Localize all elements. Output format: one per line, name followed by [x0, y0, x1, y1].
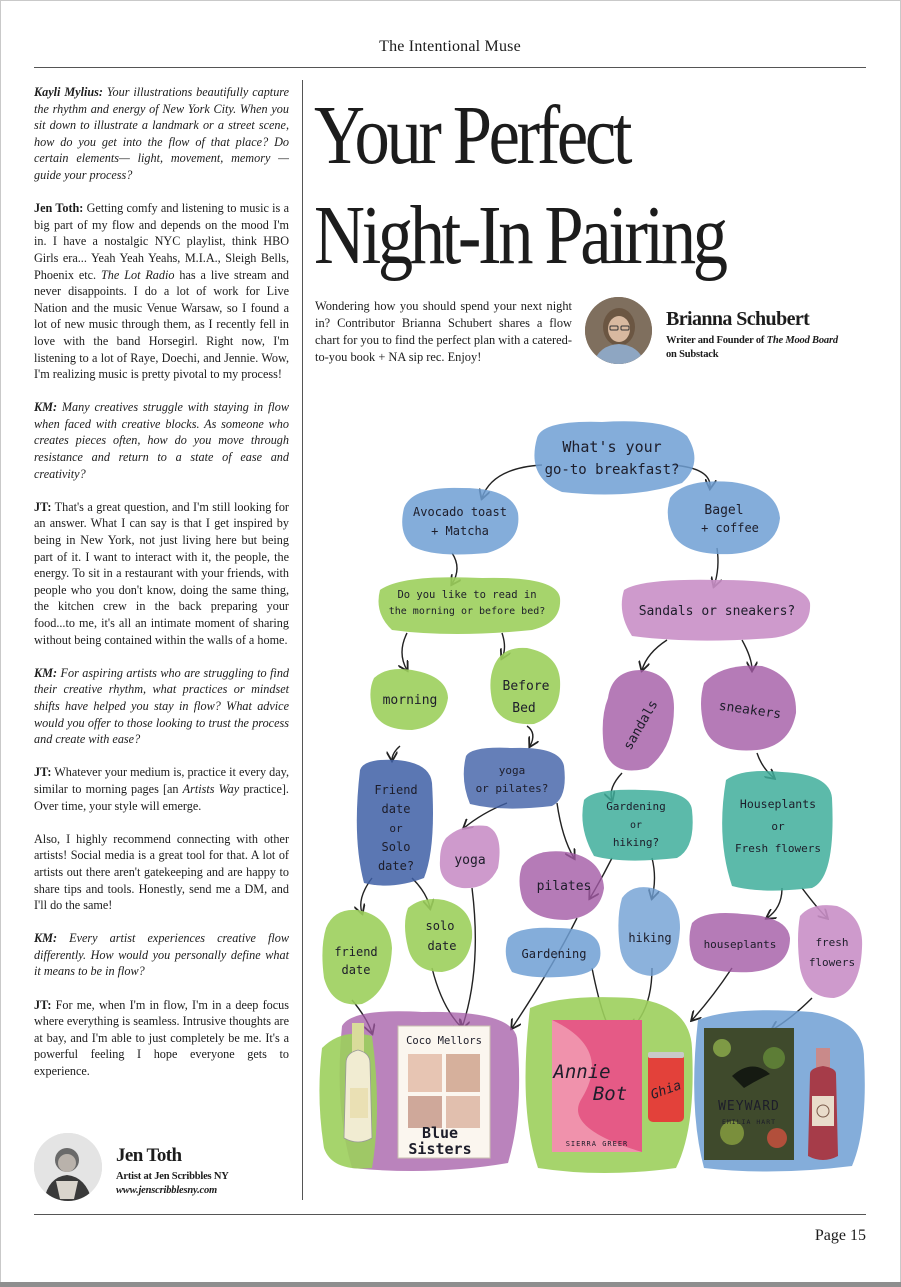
svg-text:hiking: hiking	[628, 931, 672, 945]
svg-text:Before: Before	[502, 679, 550, 694]
top-rule	[34, 67, 866, 68]
svg-text:Sandals or sneakers?: Sandals or sneakers?	[638, 604, 796, 619]
gardening-node	[506, 928, 601, 978]
morning-node	[370, 669, 448, 730]
read-question-node	[379, 577, 561, 634]
svg-text:sandals: sandals	[620, 697, 662, 753]
interview-column	[34, 84, 289, 1096]
svg-text:fresh: fresh	[815, 936, 849, 949]
answer-1: Jen Toth: Getting comfy and listening to music is a big part of my flow and depends on the mood I'm in. I have a nostalgic NYC playlist, think HBO Girls era... Yeah Yeah Yeahs, M.I.A., Sleigh Bells, Phoenix etc. The Lot Radio has a live stream and never disappoints. I do a lot of work for Live Nation and the music Venue Warsaw, so I found a lot of new music through them, as I recently fell in love with the band Horsegirl. Right now, I'm listening to a lot of Raye, Doechi, and Jennie. Wow, I'm realizing music is pretty pivotal to my process!	[34, 201, 290, 382]
night-in-flowchart	[312, 408, 868, 1178]
question-1: Kayli Mylius: Your illustrations beautifully capture the rhythm and energy of New York City. When you sit down to illustrate a landmark or a street scene, how do you get into the flow of that place? Do certain elements— light, movement, memory — guide your process?	[34, 85, 289, 182]
svg-text:date: date	[427, 939, 457, 953]
brianna-name: Brianna Schubert	[666, 308, 810, 330]
houseplants-node	[689, 913, 790, 972]
svg-text:sneakers: sneakers	[717, 698, 782, 723]
fresh-flowers-node	[798, 905, 862, 998]
page-number: Page 15	[814, 1227, 866, 1244]
answer-2: JT: That's a great question, and I'm still looking for an answer. What I can say is that I get inspired by being in New York, not just living here but being part of it. I want to interact with it, the people, the energy. To sit in a restaurant with your friends, with people who you don't know, doing the same thing, the kitchen crew in the back preparing your food...to me, it's all an intimate moment of sharing without being contained within the walls of a home.	[34, 499, 289, 647]
svg-text:pilates: pilates	[536, 879, 592, 894]
svg-text:yoga: yoga	[498, 764, 526, 777]
jen-website-link[interactable]: www.jenscribblesny.com	[116, 1185, 217, 1196]
page-bottom-edge	[0, 1282, 901, 1287]
svg-text:Annie: Annie	[553, 1061, 611, 1083]
svg-text:Houseplants: Houseplants	[739, 797, 817, 811]
svg-text:Blue: Blue	[421, 1124, 459, 1142]
svg-text:or: or	[771, 820, 785, 833]
svg-text:Solo: Solo	[381, 840, 411, 854]
svg-text:Fresh flowers: Fresh flowers	[734, 842, 822, 855]
svg-text:go-to breakfast?: go-to breakfast?	[544, 462, 680, 478]
jen-name: Jen Toth	[116, 1145, 182, 1166]
svg-text:+ coffee: + coffee	[701, 521, 759, 535]
svg-text:EMILIA HART: EMILIA HART	[721, 1118, 777, 1126]
avocado-node	[402, 488, 518, 555]
svg-text:Ghia: Ghia	[648, 1078, 684, 1103]
svg-text:solo: solo	[425, 919, 455, 933]
svg-text:yoga: yoga	[454, 853, 486, 868]
friend-or-solo-node	[357, 760, 433, 886]
answer-3-continued: Also, I highly recommend connecting with other artists! Social media is a great tool for that. A lot of artists out there aren't gatekeeping and are happy to share tips and tools. Honestly, send me a DM, and I'll do the same!	[34, 831, 289, 913]
svg-text:or pilates?: or pilates?	[475, 782, 549, 795]
bagel-node	[668, 481, 780, 554]
article-intro: Wondering how you should spend your next night in? Contributor Brianna Schubert shares a flow chart for you to find the perfect plan with a catered-to-you book + NA sip rec. Enjoy!	[315, 299, 572, 364]
book-blue-sisters	[398, 1026, 490, 1158]
question-2: KM: Many creatives struggle with staying in flow when faced with creative blocks. As someone who creates pieces often, how do you move through resistance and return to a state of ease and creativity?	[34, 400, 289, 481]
masthead: The Intentional Muse	[379, 38, 521, 55]
answer-3: JT: Whatever your medium is, practice it every day, similar to morning pages [an Artists Way practice]. Over time, your style will emerge.	[34, 765, 289, 813]
svg-text:or: or	[389, 822, 403, 835]
sneakers-node	[701, 666, 796, 751]
svg-text:Do you like to read in: Do you like to read in	[397, 589, 537, 601]
brianna-avatar	[585, 297, 652, 364]
brianna-role: Writer and Founder of The Mood Board on Substack	[666, 335, 838, 360]
svg-text:WEYWARD: WEYWARD	[718, 1099, 780, 1114]
article-headline: Your Perfect Night-In Pairing	[314, 89, 725, 282]
book-annie-bot	[552, 1020, 642, 1152]
question-4: KM: Every artist experiences creative flow differently. How would you personally define what it means to be in flow?	[34, 931, 289, 979]
jen-author-box	[34, 1133, 294, 1203]
svg-text:date?: date?	[377, 859, 415, 873]
question-3: KM: For aspiring artists who are struggling to find their creative rhythm, what practices or mindset shifts have helped you stay in flow? What advice would you offer to those looking to trust the process and create with ease?	[34, 665, 290, 747]
svg-text:the morning or before bed?: the morning or before bed?	[388, 606, 546, 617]
svg-text:Gardening: Gardening	[521, 947, 587, 961]
start-node	[534, 421, 694, 494]
speaker: Kayli Mylius:	[34, 85, 103, 99]
hiking-node	[618, 887, 680, 976]
friend-date-node	[322, 910, 392, 1005]
pairing-weyward	[694, 1010, 865, 1171]
svg-text:Avocado toast: Avocado toast	[413, 505, 507, 519]
svg-text:Bed: Bed	[512, 701, 536, 716]
svg-text:What's your: What's your	[562, 438, 662, 456]
pilates-node	[520, 851, 605, 920]
sandals-question-node	[622, 580, 810, 641]
book-weyward	[704, 1028, 794, 1160]
jen-avatar	[34, 1133, 102, 1201]
svg-text:Bagel: Bagel	[704, 503, 744, 518]
drink-can	[648, 1052, 684, 1122]
column-divider	[302, 80, 303, 1200]
svg-text:+ Matcha: + Matcha	[431, 524, 489, 538]
svg-text:friend: friend	[334, 945, 378, 959]
svg-text:flowers: flowers	[808, 956, 856, 969]
svg-text:Friend: Friend	[374, 783, 418, 797]
svg-text:or: or	[629, 820, 643, 831]
svg-text:date: date	[341, 963, 371, 977]
pairing-annie-bot	[526, 997, 693, 1173]
jen-role: Artist at Jen Scribbles NY	[116, 1171, 229, 1182]
svg-text:hiking?: hiking?	[612, 836, 660, 849]
bottom-rule	[34, 1214, 866, 1215]
svg-text:Coco Mellors: Coco Mellors	[406, 1035, 482, 1047]
answer-4: JT: For me, when I'm in flow, I'm in a deep focus where everything is seamless. Intrusive thoughts are at bay, and I'm able to just completely be me. It's a powerful feeling I hope everyone gets to experience.	[34, 997, 289, 1079]
sandals-node	[603, 670, 674, 771]
svg-text:Gardening: Gardening	[606, 800, 666, 813]
svg-text:SIERRA GREER: SIERRA GREER	[565, 1140, 629, 1148]
houseplants-or-flowers-node	[722, 771, 832, 891]
yoga-or-pilates-node	[464, 748, 565, 809]
svg-text:date: date	[381, 802, 411, 816]
svg-text:Sisters: Sisters	[408, 1140, 472, 1158]
before-bed-node	[490, 648, 560, 724]
yoga-node	[440, 826, 500, 889]
solo-date-node	[405, 899, 472, 972]
pairing-blue-sisters	[319, 1011, 519, 1171]
svg-text:morning: morning	[382, 693, 438, 708]
svg-text:houseplants: houseplants	[703, 938, 777, 951]
gardening-or-hiking-node	[582, 790, 692, 861]
svg-text:Bot: Bot	[592, 1083, 628, 1105]
